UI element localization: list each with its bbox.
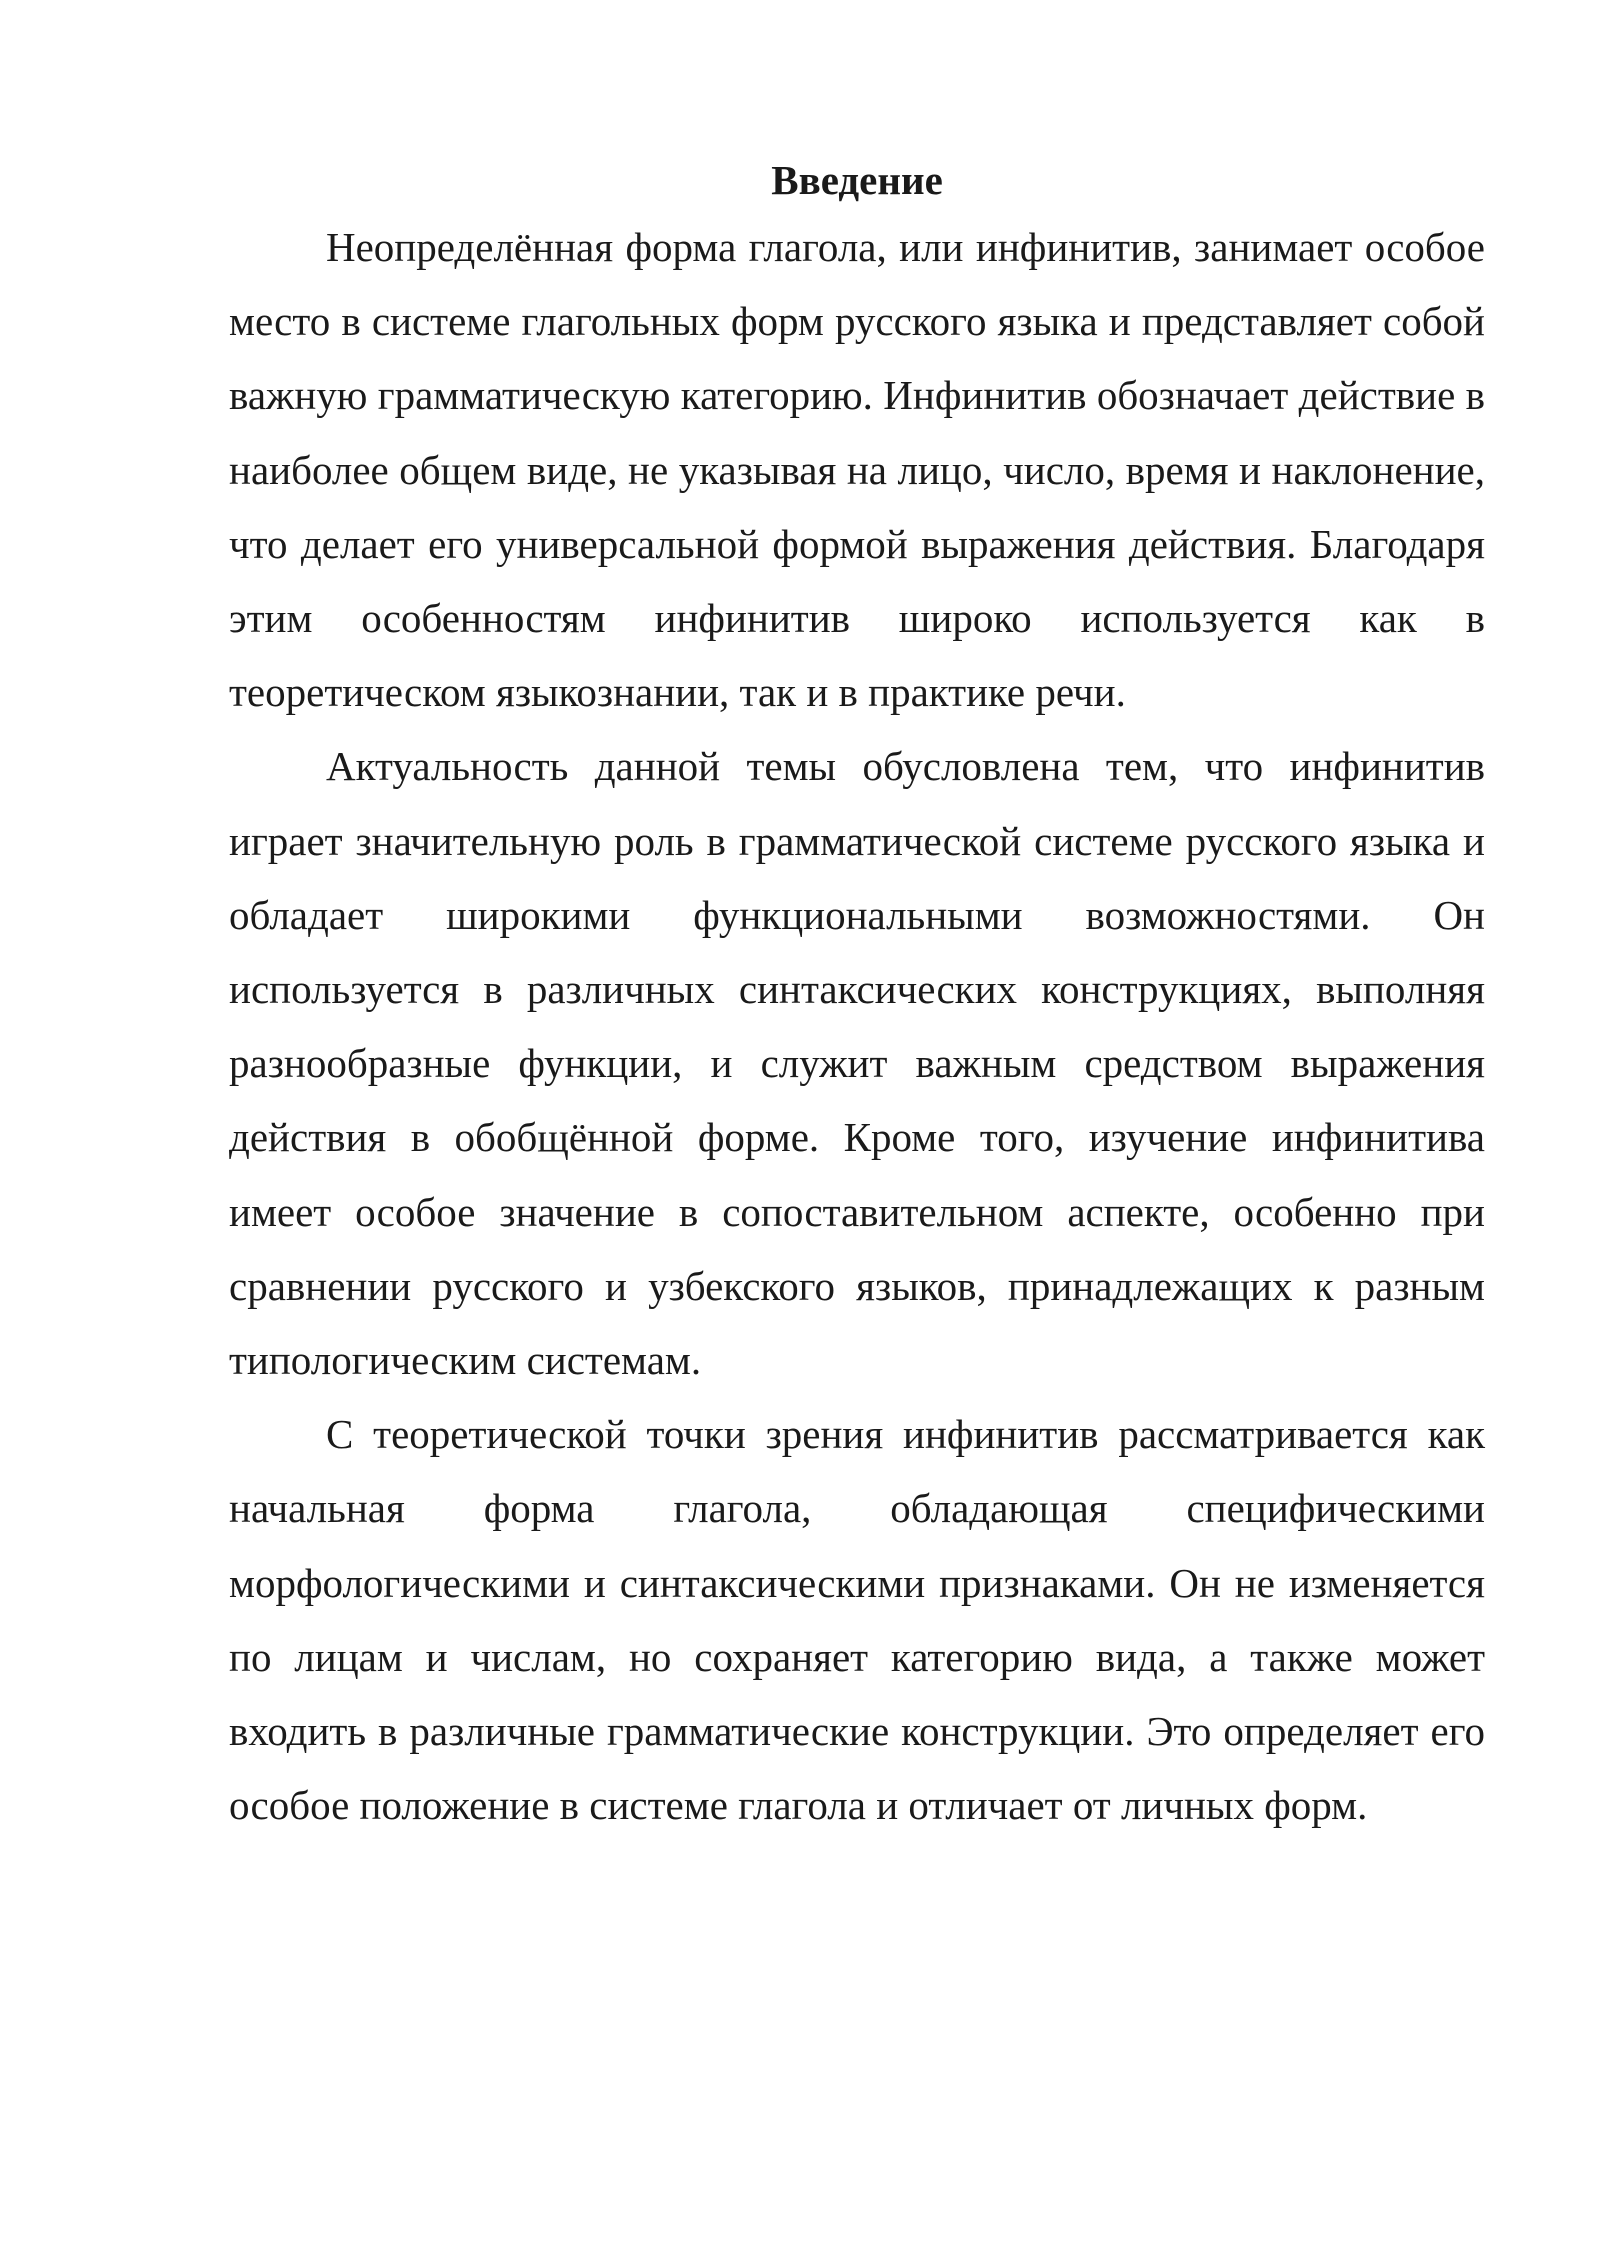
- page-title: Введение: [771, 157, 943, 203]
- document-body: [229, 150, 1485, 1842]
- paragraph-intro: Неопределённая форма глагола, или инфинитив, занимает особое место в системе глагольных форм русского языка и представляет собой важную грамматическую категорию. Инфинитив обозначает действие в наиболее общем виде, не указывая на лицо, число, время и наклонение, что делает его универсальной формой выражения действия. Благодаря этим особенностям инфинитив широко используется как в теоретическом языкознании, так и в практике речи.: [229, 224, 1485, 716]
- paragraph-relevance: Актуальность данной темы обусловлена тем, что инфинитив играет значительную роль в грамматической системе русского языка и обладает широкими функциональными возможностями. Он используется в различных синтаксических конструкциях, выполняя разнообразные функции, и служит важным средством выражения действия в обобщённой форме. Кроме того, изучение инфинитива имеет особое значение в сопоставительном аспекте, особенно при сравнении русского и узбекского языков, принадлежащих к разным типологическим системам.: [229, 743, 1485, 1384]
- paragraph-theory: С теоретической точки зрения инфинитив рассматривается как начальная форма глагола, обладающая специфическими морфологическими и синтаксическими признаками. Он не изменяется по лицам и числам, но сохраняет категорию вида, а также может входить в различные грамматические конструкции. Это определяет его особое положение в системе глагола и отличает от личных форм.: [229, 1411, 1485, 1829]
